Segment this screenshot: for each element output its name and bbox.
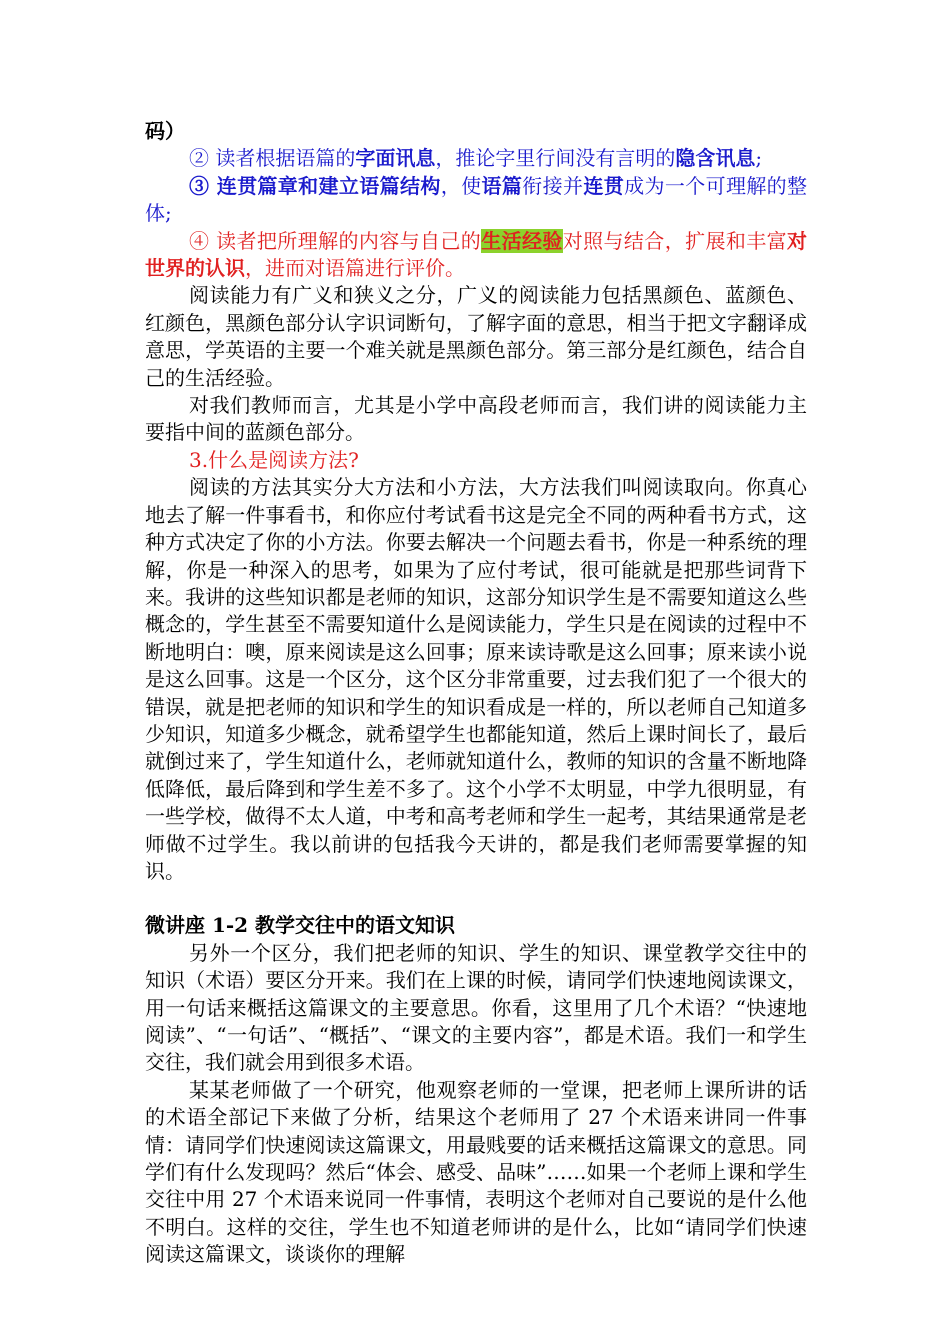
paragraph-distinction: 另外一个区分，我们把老师的知识、学生的知识、课堂教学交往中的知识（术语）要区分开来。我们在上课的时候，请同学们快速地阅读课文，用一句话来概括这篇课文的主要意思。你看，这里用了几个术语？“快速地阅读”、“一句话”、“概括”、“课文的主要内容”，都是术语。我们一和学生交往，我们就会用到很多术语。	[145, 940, 807, 1075]
section-question: 3.什么是阅读方法?	[189, 447, 359, 472]
point-4	[145, 228, 807, 283]
point-3-end: 成为一个可理解的整体;	[145, 173, 808, 226]
point-2-text-mid: ，推论字里行间没有言明的	[435, 146, 676, 171]
point-4-bold-world: 对世界的认识	[145, 228, 808, 281]
paragraph-teachers: 对我们教师而言，尤其是小学中高段老师而言，我们讲的阅读能力主要指中间的蓝颜色部分。	[145, 393, 807, 445]
fragment-line	[145, 118, 807, 145]
point-3-bold-discourse: 语篇	[481, 173, 523, 198]
point-3	[145, 173, 807, 228]
paragraph-reading-method: 阅读的方法其实分大方法和小方法，大方法我们叫阅读取向。你真心地去了解一件事看书，和你应付考试看书这是完全不同的两种看书方式，这种方式决定了你的小方法。你要去解决一个问题去看书，你是一种系统的理解，你是一种深入的思考，如果为了应付考试，很可能就是把那些词背下来。我讲的这些知识都是老师的知识，这部分知识学生是不需要知道这么些概念的，学生甚至不需要知道什么是阅读能力，学生只是在阅读的过程中不断地明白：噢，原来阅读是这么回事；原来读诗歌是这么回事；原来读小说是这么回事。这是一个区分，这个区分非常重要，过去我们犯了一个很大的错误，就是把老师的知识和学生的知识看成是一样的，所以老师自己知道多少知识，知道多少概念，就希望学生也都能知道，然后上课时间长了，最后就倒过来了，学生知道什么，老师就知道什么，教师的知识的含量不断地降低降低，最后降到和学生差不多了。这个小学不太明显，中学九很明显，有一些学校，做得不太人道，中考和高考老师和学生一起考，其结果通常是老师做不过学生。我以前讲的包括我今天讲的，都是我们老师需要掌握的知识。	[145, 475, 807, 883]
point-2-text: ② 读者根据语篇的	[189, 146, 356, 171]
point-2	[145, 145, 807, 172]
paragraph-research: 某某老师做了一个研究，他观察老师的一堂课，把老师上课所讲的话的术语全部记下来做了分析，结果这个老师用了 27 个术语来讲同一件事情：请同学们快速阅读这篇课文，用最贱要的话来概括这篇课文的意思。同学们有什么发现吗？然后“体会、感受、品味”……如果一个老师上课和学生交往中用 27 个术语来说同一件事情，表明这个老师对自己要说的是什么他不明白。这样的交往，学生也不知道老师讲的是什么，比如“请同学们快速阅读这篇课文，谈谈你的理解	[145, 1077, 807, 1267]
document-page	[145, 118, 807, 1269]
section-heading: 微讲座 1-2 教学交往中的语文知识	[145, 913, 456, 938]
point-4-text-mid: 对照与结合，扩展和丰富	[562, 228, 788, 253]
point-3-bold-coherent: 连贯	[583, 173, 625, 198]
point-2-bold-literal: 字面讯息	[355, 146, 436, 171]
point-2-bold-implied: 隐含讯息	[675, 146, 756, 171]
point-4-text: ④ 读者把所理解的内容与自己的	[189, 228, 482, 253]
point-3-text: ，使	[440, 173, 482, 198]
spacer	[145, 885, 807, 912]
fragment-text: 码）	[145, 119, 185, 143]
point-4-end: ，进而对语篇进行评价。	[245, 256, 465, 281]
point-4-highlight-life-experience: 生活经验	[481, 228, 563, 253]
paragraph-reading-ability: 阅读能力有广义和狭义之分，广义的阅读能力包括黑颜色、蓝颜色、红颜色，黑颜色部分认字识词断句，了解字面的意思，相当于把文字翻译成意思，学英语的主要一个难关就是黑颜色部分。第三部分是红颜色，结合自己的生活经验。	[145, 283, 807, 390]
point-2-end: ;	[755, 146, 763, 171]
point-3-bold-title: ③ 连贯篇章和建立语篇结构	[189, 173, 441, 198]
point-3-text-mid: 衔接并	[522, 173, 584, 198]
